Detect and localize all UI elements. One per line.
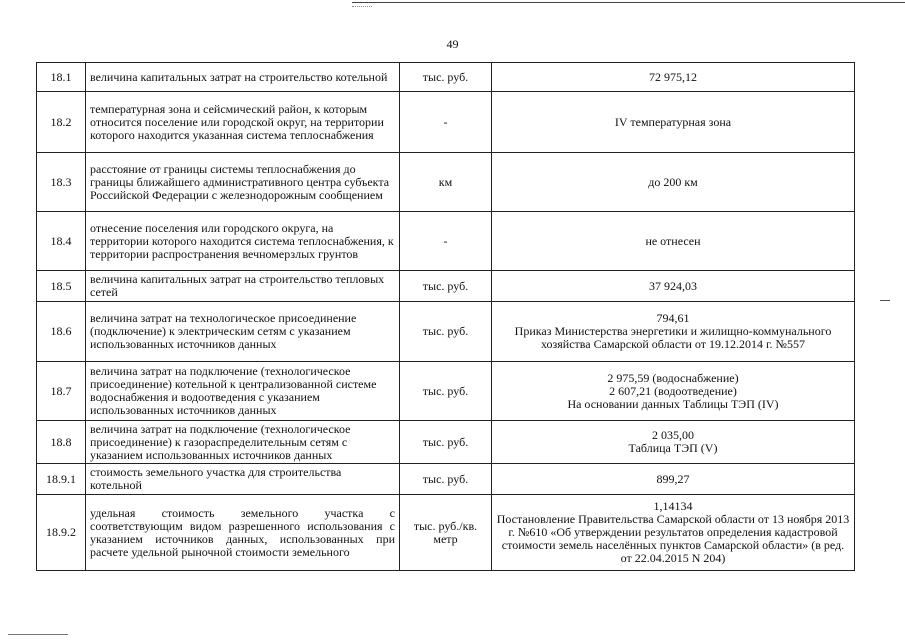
row-unit: тыс. руб./кв. метр bbox=[400, 495, 492, 571]
table-row bbox=[37, 362, 855, 421]
row-unit: тыс. руб. bbox=[400, 63, 492, 92]
row-value bbox=[492, 153, 855, 212]
value-source: На основании данных Таблицы ТЭП (IV) bbox=[567, 396, 779, 411]
row-description: величина затрат на подключение (технологическое присоединение) к газораспределительным сетям с указанием использованных источников данных bbox=[86, 421, 400, 464]
value-line: 37 924,03 bbox=[649, 278, 697, 293]
value-line: IV температурная зона bbox=[614, 114, 732, 129]
row-value bbox=[492, 421, 855, 464]
row-number: 18.9.1 bbox=[37, 464, 86, 495]
row-number: 18.6 bbox=[37, 302, 86, 362]
value-line: 2 975,59 (водоснабжение) bbox=[607, 370, 739, 385]
row-description: температурная зона и сейсмический район, к которым относится поселение или городской округ, на территории которого находится указанная система теплоснабжения bbox=[86, 92, 400, 153]
row-value bbox=[492, 464, 855, 495]
row-number: 18.1 bbox=[37, 63, 86, 92]
value-line: до 200 км bbox=[648, 174, 698, 189]
value-line: 794,61 bbox=[656, 311, 690, 325]
row-value bbox=[492, 92, 855, 153]
row-number: 18.5 bbox=[37, 271, 86, 302]
table-row bbox=[37, 92, 855, 153]
value-line: 72 975,12 bbox=[649, 69, 697, 84]
row-unit: тыс. руб. bbox=[400, 464, 492, 495]
table-row bbox=[37, 421, 855, 464]
row-value bbox=[492, 302, 855, 362]
row-value bbox=[492, 63, 855, 92]
margin-mark bbox=[880, 300, 890, 301]
table-row bbox=[37, 302, 855, 362]
row-unit: тыс. руб. bbox=[400, 302, 492, 362]
value-line: не отнесен bbox=[645, 233, 701, 248]
row-unit: км bbox=[400, 153, 492, 212]
row-unit: - bbox=[400, 212, 492, 271]
table-row bbox=[37, 212, 855, 271]
row-number: 18.4 bbox=[37, 212, 86, 271]
row-unit: - bbox=[400, 92, 492, 153]
row-description: отнесение поселения или городского округа, на территории которого находится система теплоснабжения, к территории распространения вечномерзлых грунтов bbox=[86, 212, 400, 271]
top-rule bbox=[352, 2, 905, 3]
value-line: 2 607,21 (водоотведение) bbox=[609, 383, 737, 398]
row-description: удельная стоимость земельного участка с соответствующим видом разрешенного использования с указанием источников данных, использованных при расчете удельной рыночной стоимости земельного bbox=[86, 495, 400, 571]
value-source: Таблица ТЭП (V) bbox=[628, 441, 718, 455]
value-line: 899,27 bbox=[656, 471, 690, 486]
table-row bbox=[37, 271, 855, 302]
row-unit: тыс. руб. bbox=[400, 421, 492, 464]
value-source: Приказ Министерства энергетики и жилищно-коммунального хозяйства Самарской области от 19.12.2014 г. №557 bbox=[514, 324, 832, 351]
row-value bbox=[492, 271, 855, 302]
value-line: 1,14134 bbox=[653, 499, 693, 513]
row-unit: тыс. руб. bbox=[400, 271, 492, 302]
row-number: 18.2 bbox=[37, 92, 86, 153]
row-description: величина затрат на подключение (технологическое присоединение) котельной к централизованной системе водоснабжения и водоотведения с указанием использованных источников данных bbox=[86, 362, 400, 421]
row-value bbox=[492, 495, 855, 571]
bottom-margin-mark bbox=[8, 634, 68, 635]
row-number: 18.9.2 bbox=[37, 495, 86, 571]
row-description: величина капитальных затрат на строительство котельной bbox=[86, 63, 400, 92]
table-row bbox=[37, 153, 855, 212]
row-number: 18.8 bbox=[37, 421, 86, 464]
row-value bbox=[492, 212, 855, 271]
value-source: Постановление Правительства Самарской области от 13 ноября 2013 г. №610 «Об утверждении результатов определения кадастровой стоимости земель населённых пунктов Самарской области» (в ред. от 22.04.2015 N 204) bbox=[496, 512, 850, 565]
value-line: 2 035,00 bbox=[652, 428, 694, 442]
parameters-table bbox=[36, 62, 855, 571]
row-number: 18.7 bbox=[37, 362, 86, 421]
top-dash bbox=[352, 6, 372, 7]
row-description: расстояние от границы системы теплоснабжения до границы ближайшего административного центра субъекта Российской Федерации с железнодорожным сообщением bbox=[86, 153, 400, 212]
page-number: 49 bbox=[446, 37, 459, 51]
table-row bbox=[37, 495, 855, 571]
row-description: стоимость земельного участка для строительства котельной bbox=[86, 464, 400, 495]
row-description: величина затрат на технологическое присоединение (подключение) к электрическим сетям с указанием использованных источников данных bbox=[86, 302, 400, 362]
table-row bbox=[37, 63, 855, 92]
row-description: величина капитальных затрат на строительство тепловых сетей bbox=[86, 271, 400, 302]
row-number: 18.3 bbox=[37, 153, 86, 212]
row-value bbox=[492, 362, 855, 421]
table-row bbox=[37, 464, 855, 495]
row-unit: тыс. руб. bbox=[400, 362, 492, 421]
